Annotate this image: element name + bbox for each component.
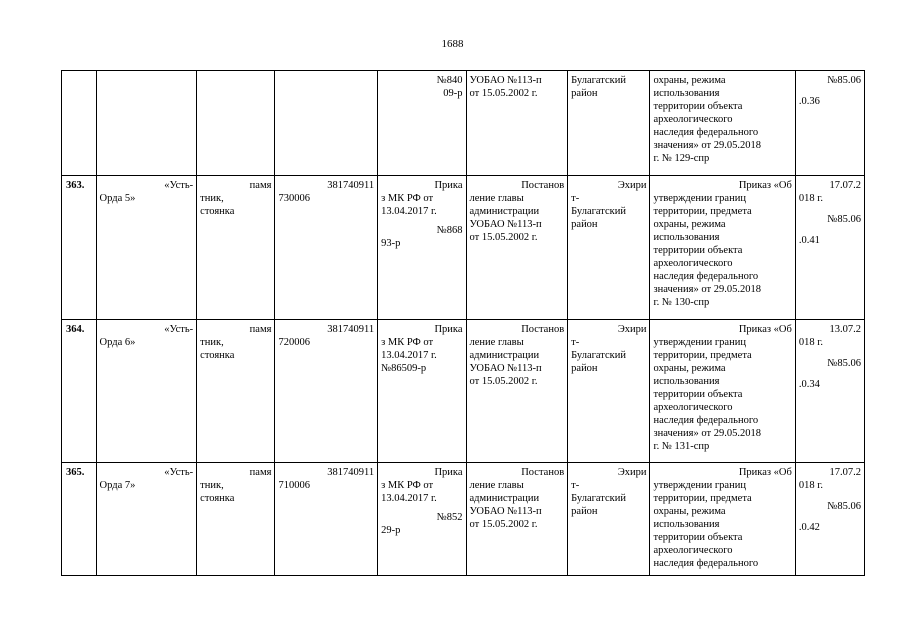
description-line-2: утверждении границ территории, предмета охраны, режима использования территории объекта археологического наследия федерального [653, 480, 759, 569]
order-line-3: №852 [436, 512, 463, 523]
description-line-1: Приказ «Об [738, 180, 792, 191]
type-line-1: памя [249, 467, 272, 478]
cell-number [62, 71, 97, 176]
area-line-1: Эхири [617, 180, 647, 191]
cell-description [650, 463, 795, 576]
date-number-cont: .0.36 [798, 96, 820, 107]
cell-decree [466, 463, 568, 576]
code-line-1: 381740911 [327, 467, 375, 478]
type-line-2: тник, стоянка [200, 337, 235, 361]
date-line-1: 13.07.2 [829, 324, 861, 335]
decree-text: УОБАО №113-п от 15.05.2002 г. [469, 75, 542, 99]
date-number: №85.06 [827, 75, 861, 86]
cell-order [378, 320, 466, 463]
cell-date [795, 463, 864, 576]
cell-description [650, 176, 795, 320]
order-line-4: 93-р [381, 238, 401, 249]
cell-name [96, 176, 197, 320]
cell-area [568, 176, 650, 320]
date-line-4: .0.34 [798, 379, 820, 390]
date-line-2: 018 г. [798, 337, 823, 348]
cell-number [62, 176, 97, 320]
cell-description [650, 71, 795, 176]
decree-line-1: Постанов [521, 467, 565, 478]
name-line-2: Орда 7» [99, 480, 136, 491]
cell-type [197, 71, 275, 176]
name-line-1: «Усть- [164, 180, 194, 191]
cell-area [568, 71, 650, 176]
cell-order [378, 176, 466, 320]
code-line-1: 381740911 [327, 180, 375, 191]
name-line-1: «Усть- [164, 324, 194, 335]
cell-decree [466, 176, 568, 320]
cell-type [197, 176, 275, 320]
cell-type [197, 463, 275, 576]
type-line-2: тник, стоянка [200, 193, 235, 217]
description-line-2: утверждении границ территории, предмета охраны, режима использования территории объекта археологического наследия федерального значения» от 29.05.2018 г. № 131-спр [653, 337, 761, 452]
order-line-1: Прика [434, 467, 463, 478]
date-line-3: №85.06 [827, 214, 861, 225]
area-line-2: т- Булагатский район [571, 337, 627, 374]
row-number: 365. [66, 467, 85, 478]
order-text: №840 09-р [436, 75, 463, 99]
cell-order [378, 463, 466, 576]
cell-date [795, 71, 864, 176]
table-row [62, 176, 865, 320]
cell-decree [466, 71, 568, 176]
cell-name [96, 71, 197, 176]
cell-order [378, 71, 466, 176]
date-line-3: №85.06 [827, 358, 861, 369]
decree-line-2: ление главы администрации УОБАО №113-п от 15.05.2002 г. [469, 337, 542, 387]
row-number: 364. [66, 324, 85, 335]
description-text: охраны, режима использования территории объекта археологического наследия федерального значения» от 29.05.2018 г. № 129-спр [653, 75, 761, 164]
table-row [62, 463, 865, 576]
name-line-2: Орда 5» [99, 193, 136, 204]
cell-date [795, 176, 864, 320]
code-line-2: 730006 [278, 193, 310, 204]
order-line-2: з МК РФ от 13.04.2017 г. №86509-р [381, 337, 437, 374]
order-line-1: Прика [434, 324, 463, 335]
type-line-2: тник, стоянка [200, 480, 235, 504]
cell-description [650, 320, 795, 463]
cell-code [275, 71, 378, 176]
order-line-1: Прика [434, 180, 463, 191]
decree-line-2: ление главы администрации УОБАО №113-п от 15.05.2002 г. [469, 480, 542, 530]
order-line-2: з МК РФ от 13.04.2017 г. [381, 480, 437, 504]
table-row [62, 320, 865, 463]
code-line-2: 710006 [278, 480, 310, 491]
area-line-1: Эхири [617, 467, 647, 478]
name-line-2: Орда 6» [99, 337, 136, 348]
table-row [62, 71, 865, 176]
date-line-3: №85.06 [827, 501, 861, 512]
date-line-1: 17.07.2 [829, 467, 861, 478]
area-text: Булагатский район [571, 75, 627, 99]
description-line-1: Приказ «Об [738, 324, 792, 335]
date-line-4: .0.42 [798, 522, 820, 533]
cell-area [568, 320, 650, 463]
cell-code [275, 463, 378, 576]
name-line-1: «Усть- [164, 467, 194, 478]
type-line-1: памя [249, 324, 272, 335]
date-line-4: .0.41 [798, 235, 820, 246]
area-line-1: Эхири [617, 324, 647, 335]
description-line-2: утверждении границ территории, предмета охраны, режима использования территории объекта археологического наследия федерального значения» от 29.05.2018 г. № 130-спр [653, 193, 761, 308]
cell-name [96, 320, 197, 463]
date-line-2: 018 г. [798, 193, 823, 204]
order-line-4: 29-р [381, 525, 401, 536]
cell-decree [466, 320, 568, 463]
cell-name [96, 463, 197, 576]
monuments-table [61, 70, 865, 576]
type-line-1: памя [249, 180, 272, 191]
order-line-2: з МК РФ от 13.04.2017 г. [381, 193, 437, 217]
date-line-1: 17.07.2 [829, 180, 861, 191]
decree-line-1: Постанов [521, 324, 565, 335]
decree-line-1: Постанов [521, 180, 565, 191]
date-line-2: 018 г. [798, 480, 823, 491]
cell-code [275, 320, 378, 463]
cell-code [275, 176, 378, 320]
code-line-2: 720006 [278, 337, 310, 348]
order-line-3: №868 [436, 225, 463, 236]
area-line-2: т- Булагатский район [571, 193, 627, 230]
cell-number [62, 463, 97, 576]
area-line-2: т- Булагатский район [571, 480, 627, 517]
description-line-1: Приказ «Об [738, 467, 792, 478]
row-number: 363. [66, 180, 85, 191]
cell-type [197, 320, 275, 463]
cell-date [795, 320, 864, 463]
code-line-1: 381740911 [327, 324, 375, 335]
cell-area [568, 463, 650, 576]
decree-line-2: ление главы администрации УОБАО №113-п от 15.05.2002 г. [469, 193, 542, 243]
cell-number [62, 320, 97, 463]
page-number: 1688 [441, 38, 464, 50]
